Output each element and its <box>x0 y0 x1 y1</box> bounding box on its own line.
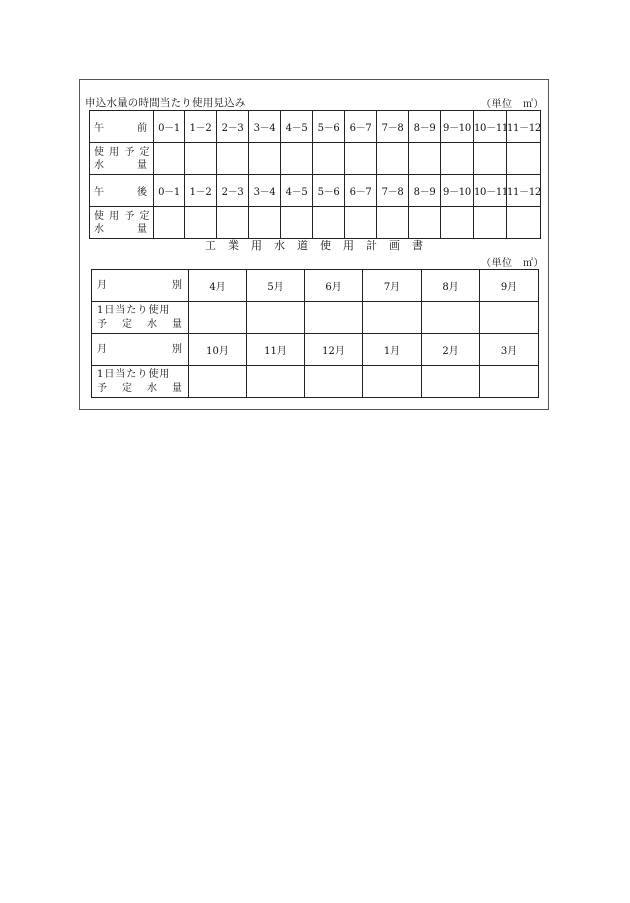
daily-input-cell[interactable] <box>247 366 305 398</box>
daily-input-cell[interactable] <box>480 366 539 398</box>
daily-input-cell[interactable] <box>305 366 363 398</box>
pm-planned-input-cell[interactable] <box>185 207 217 239</box>
pm-hour-cell: 1－2 <box>185 175 217 207</box>
daily-input-cell[interactable] <box>305 302 363 334</box>
pm-label-cell <box>90 175 154 207</box>
daily-input-cell[interactable] <box>247 302 305 334</box>
month-cell: 5月 <box>247 270 305 302</box>
monthly-plan-table <box>91 269 539 398</box>
am-planned-input-cell[interactable] <box>441 143 474 175</box>
daily-input-cell[interactable] <box>189 302 247 334</box>
month-cell: 4月 <box>189 270 247 302</box>
month-label-cell <box>92 334 189 366</box>
planned-label-char: 水 <box>94 159 105 171</box>
daily-label-char: 水 <box>147 382 158 394</box>
planned-label-char: 量 <box>137 159 148 171</box>
hourly-usage-table <box>89 110 541 239</box>
am-hour-cell: 7－8 <box>377 111 409 143</box>
daily-label-cell <box>92 366 189 398</box>
daily-label-char: 量 <box>172 318 183 330</box>
month-cell: 10月 <box>189 334 247 366</box>
pm-planned-input-cell[interactable] <box>377 207 409 239</box>
pm-hour-cell: 0－1 <box>154 175 185 207</box>
am-hour-cell: 1－2 <box>185 111 217 143</box>
daily-input-cell[interactable] <box>363 302 422 334</box>
am-planned-input-cell[interactable] <box>507 143 541 175</box>
pm-hour-cell: 3－4 <box>249 175 281 207</box>
am-planned-input-cell[interactable] <box>313 143 345 175</box>
daily-input-cell[interactable] <box>480 302 539 334</box>
month-cell: 8月 <box>422 270 480 302</box>
pm-planned-input-cell[interactable] <box>154 207 185 239</box>
am-hour-cell: 4－5 <box>281 111 313 143</box>
plan-title: 工業用水道使用計画書 <box>205 239 435 252</box>
am-planned-input-cell[interactable] <box>377 143 409 175</box>
am-hours-row <box>90 111 541 143</box>
am-planned-input-cell[interactable] <box>281 143 313 175</box>
month-cell: 3月 <box>480 334 539 366</box>
pm-label-char-1: 午 <box>94 187 105 198</box>
pm-planned-input-cell[interactable] <box>507 207 541 239</box>
month-cell: 7月 <box>363 270 422 302</box>
month-label-char: 別 <box>172 279 183 291</box>
pm-planned-input-cell[interactable] <box>217 207 249 239</box>
am-hour-cell: 3－4 <box>249 111 281 143</box>
pm-planned-label-cell <box>90 207 154 239</box>
pm-planned-input-cell[interactable] <box>249 207 281 239</box>
am-planned-input-cell[interactable] <box>474 143 507 175</box>
pm-planned-input-cell[interactable] <box>409 207 441 239</box>
hourly-heading: 申込水量の時間当たり使用見込み <box>85 97 246 109</box>
daily-label-char: 予 <box>97 318 108 330</box>
daily-label-char: 水 <box>147 318 158 330</box>
pm-hour-cell: 7－8 <box>377 175 409 207</box>
daily-input-cell[interactable] <box>422 366 480 398</box>
am-hour-cell: 11－12 <box>507 111 541 143</box>
pm-planned-input-cell[interactable] <box>345 207 377 239</box>
month-label-cell <box>92 270 189 302</box>
am-planned-input-cell[interactable] <box>345 143 377 175</box>
months-row-2 <box>92 334 539 366</box>
pm-planned-input-cell[interactable] <box>281 207 313 239</box>
pm-hour-cell: 10－11 <box>474 175 507 207</box>
am-planned-input-cell[interactable] <box>154 143 185 175</box>
daily-input-cell[interactable] <box>189 366 247 398</box>
planned-label-char: 量 <box>137 223 148 235</box>
am-hour-cell: 0－1 <box>154 111 185 143</box>
daily-row-2 <box>92 366 539 398</box>
daily-label-char: 定 <box>122 382 133 394</box>
pm-hour-cell: 8－9 <box>409 175 441 207</box>
am-hour-cell: 2－3 <box>217 111 249 143</box>
am-planned-input-cell[interactable] <box>409 143 441 175</box>
am-hour-cell: 10－11 <box>474 111 507 143</box>
am-label-char-1: 午 <box>94 123 105 134</box>
month-cell: 12月 <box>305 334 363 366</box>
pm-hour-cell: 5－6 <box>313 175 345 207</box>
am-planned-input-cell[interactable] <box>249 143 281 175</box>
pm-planned-input-cell[interactable] <box>474 207 507 239</box>
am-planned-row <box>90 143 541 175</box>
am-label-char-2: 前 <box>137 123 148 134</box>
daily-row-1 <box>92 302 539 334</box>
hourly-unit: （単位 ㎥） <box>481 99 544 110</box>
am-label-cell <box>90 111 154 143</box>
pm-planned-input-cell[interactable] <box>313 207 345 239</box>
month-label-char: 月 <box>97 279 108 291</box>
daily-input-cell[interactable] <box>363 366 422 398</box>
daily-label-char: 定 <box>122 318 133 330</box>
pm-hour-cell: 6－7 <box>345 175 377 207</box>
am-hour-cell: 6－7 <box>345 111 377 143</box>
month-label-char: 月 <box>97 343 108 355</box>
pm-hour-cell: 9－10 <box>441 175 474 207</box>
daily-label-line1: 1日当たり使用 <box>97 368 171 380</box>
daily-label-cell <box>92 302 189 334</box>
month-cell: 6月 <box>305 270 363 302</box>
pm-hours-row <box>90 175 541 207</box>
daily-label-char: 予 <box>97 382 108 394</box>
am-hour-cell: 8－9 <box>409 111 441 143</box>
pm-label-char-2: 後 <box>137 187 148 198</box>
month-cell: 11月 <box>247 334 305 366</box>
planned-label-char: 水 <box>94 223 105 235</box>
pm-hour-cell: 4－5 <box>281 175 313 207</box>
am-hour-cell: 5－6 <box>313 111 345 143</box>
am-planned-label-cell <box>90 143 154 175</box>
planned-label-line1: 使 用 予 定 <box>94 146 151 158</box>
daily-label-line1: 1日当たり使用 <box>97 304 171 316</box>
month-cell: 9月 <box>480 270 539 302</box>
month-cell: 1月 <box>363 334 422 366</box>
pm-hour-cell: 11－12 <box>507 175 541 207</box>
plan-unit: （単位 ㎥） <box>481 258 544 269</box>
am-planned-input-cell[interactable] <box>185 143 217 175</box>
month-label-char: 別 <box>172 343 183 355</box>
pm-planned-row <box>90 207 541 239</box>
pm-planned-input-cell[interactable] <box>441 207 474 239</box>
pm-hour-cell: 2－3 <box>217 175 249 207</box>
am-hour-cell: 9－10 <box>441 111 474 143</box>
planned-label-line1: 使 用 予 定 <box>94 210 151 222</box>
am-planned-input-cell[interactable] <box>217 143 249 175</box>
daily-label-char: 量 <box>172 382 183 394</box>
months-row-1 <box>92 270 539 302</box>
daily-input-cell[interactable] <box>422 302 480 334</box>
month-cell: 2月 <box>422 334 480 366</box>
